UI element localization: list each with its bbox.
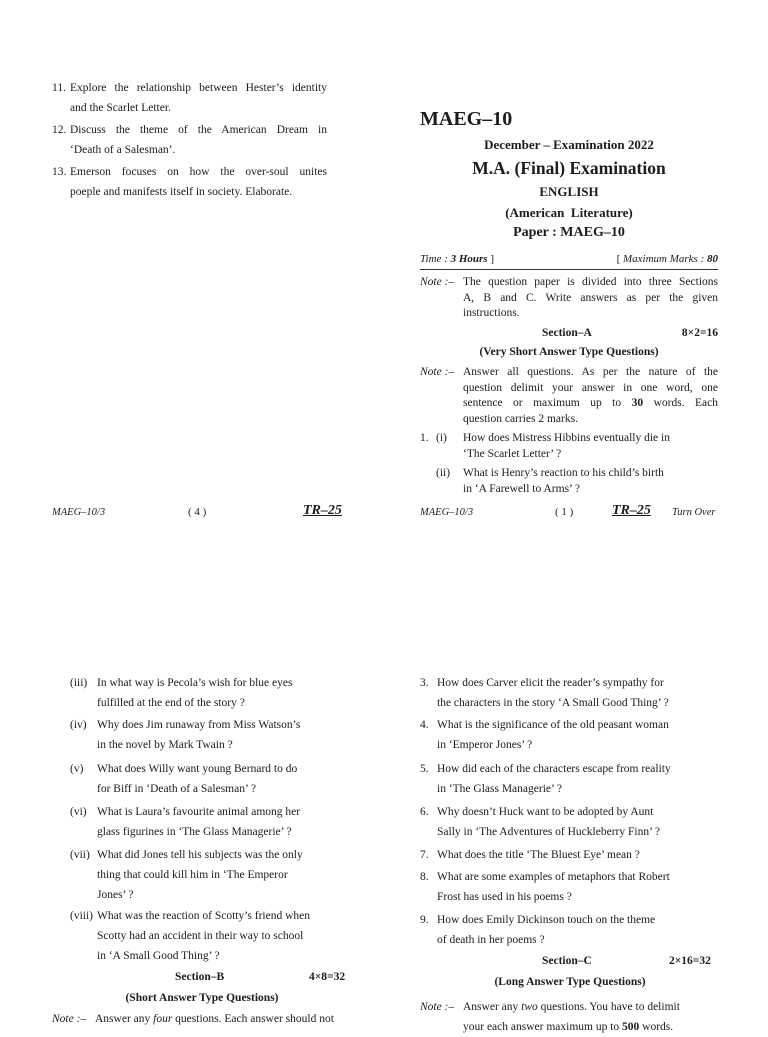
question-text-line: glass figurines in ‘The Glass Managerie’ ? <box>97 826 292 838</box>
footer-page-number: ( 4 ) <box>188 506 207 518</box>
note-line <box>463 997 680 1017</box>
note-text: sentence or maximum up to <box>463 397 632 409</box>
note-label: Note :– <box>52 1013 87 1025</box>
question-roman: (i) <box>436 432 447 444</box>
question-text-line: What was the reaction of Scotty’s friend when <box>97 910 311 922</box>
question-number: 12. <box>52 124 67 136</box>
note-line: Answer all questions. As per the nature of the <box>463 366 718 378</box>
time-label-text: Time : <box>420 253 451 265</box>
time-value: 3 Hours <box>450 253 488 265</box>
note-line: question carries 2 marks. <box>463 412 578 425</box>
question-roman: (iv) <box>70 719 87 731</box>
question-text-line: What are some examples of metaphors that Robert <box>437 871 670 883</box>
note-text: questions. You have to delimit <box>537 1001 680 1013</box>
question-text-line: How did each of the characters escape from reality <box>437 763 671 775</box>
question-text-line: Jones’ ? <box>97 889 134 901</box>
question-text-line: thing that could kill him in ‘The Emperor <box>97 869 288 881</box>
question-number: 5. <box>420 763 429 775</box>
note-text: your each answer maximum up to <box>463 1021 623 1033</box>
exam-title: M.A. (Final) Examination <box>472 158 666 178</box>
question-roman: (v) <box>70 763 84 775</box>
note-label: Note :– <box>420 366 455 378</box>
note-count: four <box>153 1013 173 1025</box>
question-text-line: Sally in ‘The Adventures of Huckleberry Finn’ ? <box>437 826 661 838</box>
question-text-line: poeple and manifests itself in society. Elaborate. <box>70 186 293 198</box>
bracket-open: [ <box>616 253 623 265</box>
question-text-line: What is the significance of the old peasant woman <box>437 719 669 731</box>
question-13 <box>52 162 327 202</box>
max-marks-label: Maximum Marks : <box>622 253 707 265</box>
question-text-line: Scotty had an accident in their way to school <box>97 930 304 942</box>
note-line <box>463 396 718 412</box>
section-b-type: (Short Answer Type Questions) <box>125 992 279 1004</box>
time-label <box>420 253 494 265</box>
question-number: 8. <box>420 871 429 883</box>
max-marks <box>617 253 718 265</box>
question-roman: (vii) <box>70 849 90 861</box>
question-12 <box>52 120 327 160</box>
header-divider <box>420 269 718 270</box>
question-text-line: How does Mistress Hibbins eventually die in <box>463 432 670 444</box>
question-text-line: How does Carver elicit the reader’s sympathy for <box>437 677 664 689</box>
subject-subtitle: (American Literature) <box>505 205 633 220</box>
question-roman: (vi) <box>70 806 87 818</box>
question-text-line: Discuss the theme of the American Dream in <box>70 124 327 136</box>
max-marks-value: 80 <box>707 253 718 265</box>
note-line <box>95 1013 334 1025</box>
word-limit: 30 <box>631 397 644 409</box>
question-number: 6. <box>420 806 429 818</box>
question-number: 1. <box>420 432 429 444</box>
note-line <box>463 1017 673 1037</box>
question-text-line: in ‘A Farewell to Arms’ ? <box>463 482 580 495</box>
note-text: questions. Each answer should not <box>172 1013 334 1025</box>
question-text-line: What is Henry’s reaction to his child’s birth <box>463 467 664 479</box>
question-text-line: ‘Death of a Salesman’. <box>70 144 176 156</box>
section-a-type: (Very Short Answer Type Questions) <box>479 346 659 358</box>
note-label: Note :– <box>420 1001 455 1013</box>
section-a-marks: 8×2=16 <box>681 327 718 339</box>
exam-session: December – Examination 2022 <box>484 137 654 152</box>
note-label: Note :– <box>420 276 455 288</box>
footer-tr-code: TR–25 <box>303 503 342 518</box>
question-text-line: What does Willy want young Bernard to do <box>97 763 298 775</box>
question-text-line: Why does Jim runaway from Miss Watson’s <box>97 719 301 731</box>
note-text: words. <box>639 1021 674 1033</box>
footer-code: MAEG–10/3 <box>52 507 106 518</box>
section-c-marks: 2×16=32 <box>669 955 711 967</box>
footer-page-number: ( 1 ) <box>555 506 574 518</box>
section-c-heading: Section–C <box>542 955 592 967</box>
question-11 <box>52 78 327 118</box>
question-text-line: in ‘A Small Good Thing’ ? <box>97 950 220 962</box>
question-text-line: for Biff in ‘Death of a Salesman’ ? <box>97 783 256 795</box>
question-text-line: Explore the relationship between Hester’s identity <box>70 82 327 94</box>
note-count: two <box>521 1001 538 1013</box>
question-text-line: in ‘The Glass Managerie’ ? <box>437 783 562 795</box>
question-text-line: How does Emily Dickinson touch on the theme <box>437 914 656 926</box>
question-text-line: and the Scarlet Letter. <box>70 102 171 114</box>
section-b-marks: 4×8=32 <box>309 971 346 983</box>
word-limit: 500 <box>622 1021 640 1033</box>
question-text-line: What is Laura’s favourite animal among her <box>97 806 301 818</box>
question-roman: (iii) <box>70 677 88 689</box>
question-roman: (ii) <box>436 467 451 479</box>
footer-code: MAEG–10/3 <box>420 507 474 518</box>
bracket-close: ] <box>487 253 494 265</box>
note-line: question delimit your answer in one word, one <box>463 381 718 394</box>
section-a-heading: Section–A <box>542 327 592 339</box>
paper-name: Paper : MAEG–10 <box>513 225 625 240</box>
section-c-type: (Long Answer Type Questions) <box>494 976 646 988</box>
question-text-line: Why doesn’t Huck want to be adopted by Aunt <box>437 806 654 818</box>
note-line: instructions. <box>463 307 520 319</box>
question-number: 13. <box>52 166 67 178</box>
turn-over-label: Turn Over <box>672 507 716 518</box>
note-text: Answer any <box>95 1013 154 1025</box>
question-text-line: In what way is Pecola’s wish for blue eyes <box>97 677 293 689</box>
question-text-line: fulfilled at the end of the story ? <box>97 697 245 709</box>
note-line: A, B and C. Write answers as per the given <box>463 291 718 304</box>
paper-code-heading: MAEG–10 <box>420 108 513 130</box>
note-text: Answer any <box>463 1001 522 1013</box>
question-number: 11. <box>52 82 66 94</box>
question-text-line: the characters in the story ‘A Small Good Thing’ ? <box>437 697 669 709</box>
question-text-line: What does the title ‘The Bluest Eye’ mean ? <box>437 849 640 861</box>
question-text-line: ‘The Scarlet Letter’ ? <box>463 447 562 460</box>
question-text-line: What did Jones tell his subjects was the only <box>97 849 303 861</box>
section-b-heading: Section–B <box>175 971 225 983</box>
question-text-line: in ‘Emperor Jones’ ? <box>437 739 533 751</box>
note-text: words. Each <box>643 397 718 409</box>
footer-tr-code: TR–25 <box>612 503 651 518</box>
question-text-line: Frost has used in his poems ? <box>437 891 572 903</box>
question-number: 4. <box>420 719 429 731</box>
subject-name: ENGLISH <box>539 184 599 199</box>
question-text-line: in the novel by Mark Twain ? <box>97 739 233 751</box>
question-number: 9. <box>420 914 429 926</box>
question-number: 7. <box>420 849 429 861</box>
note-line: The question paper is divided into three Sections <box>463 276 718 288</box>
question-text-line: Emerson focuses on how the over-soul unites <box>70 166 327 178</box>
question-text-line: of death in her poems ? <box>437 934 545 946</box>
question-roman: (viii) <box>70 910 93 922</box>
question-number: 3. <box>420 677 429 689</box>
